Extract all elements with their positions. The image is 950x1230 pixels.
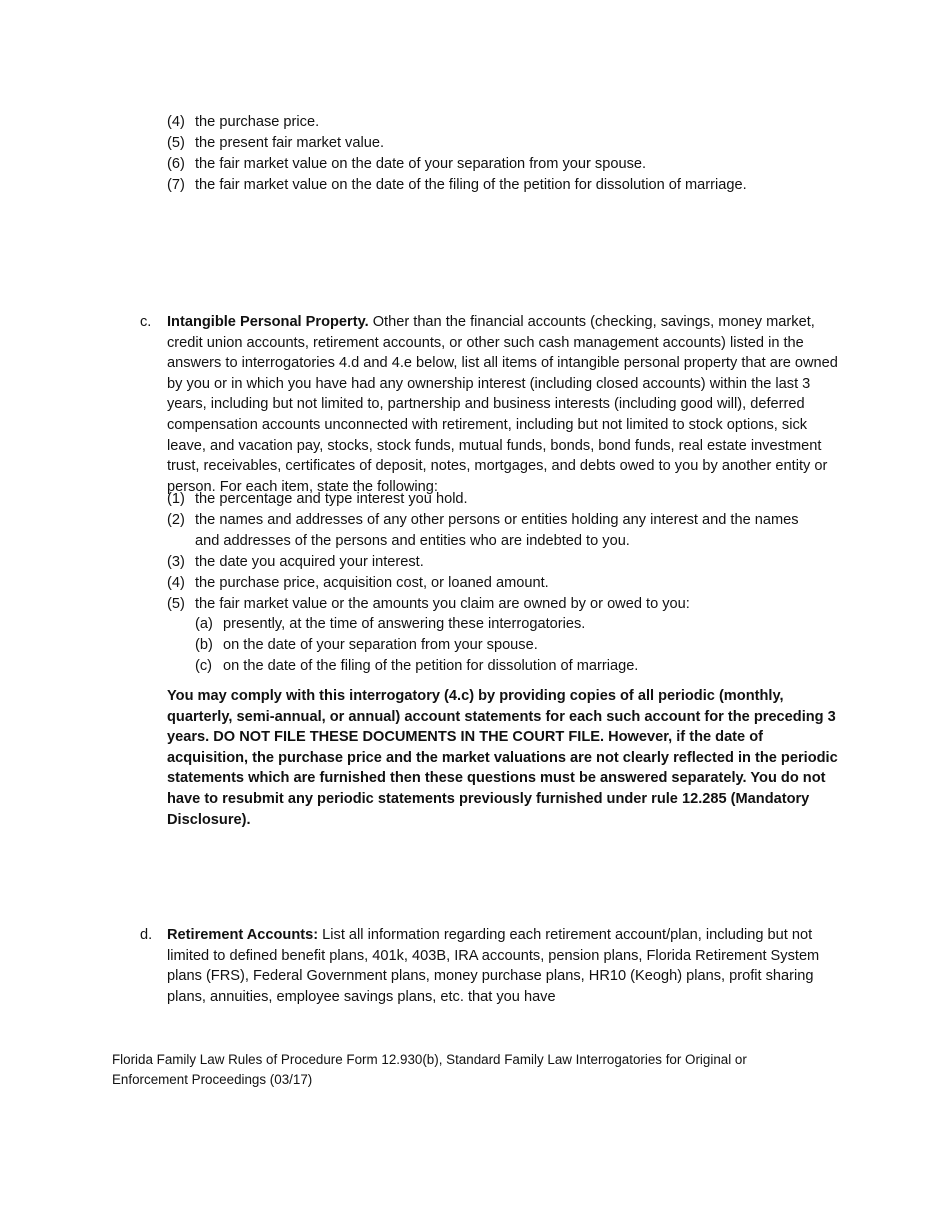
list-item-text: the date you acquired your interest.	[195, 554, 424, 570]
list-item-number: (3)	[167, 554, 185, 570]
section-body: List all information regarding each retirement account/plan, including but not limited to defined benefit plans, 401k, 403B, IRA accounts, pension plans, Florida Retirement System plans (FRS), Federal Government plans, money purchase plans, HR10 (Keogh) plans, profit sharing plans, annuities, employee savings plans, etc. that you have	[167, 927, 820, 1005]
section-heading: Intangible Personal Property.	[167, 314, 369, 330]
section-letter: d.	[140, 927, 153, 943]
sub-item-text: on the date of your separation from your spouse.	[223, 637, 538, 653]
section-letter: c.	[140, 314, 152, 330]
list-item-number: (5)	[167, 596, 185, 612]
page-footer: Florida Family Law Rules of Procedure Form 12.930(b), Standard Family Law Interrogatories for Original or Enforcement Proceedings (03/17)	[112, 1052, 747, 1087]
list-item-text: the purchase price.	[195, 114, 320, 130]
list-item-number: (6)	[167, 156, 185, 172]
list-item-text: the fair market value or the amounts you claim are owned by or owed to you:	[195, 596, 690, 612]
list-item-number: (4)	[167, 114, 185, 130]
list-item-text: the present fair market value.	[195, 135, 384, 151]
sub-item-text: on the date of the filing of the petition for dissolution of marriage.	[223, 658, 639, 674]
list-item-text: the names and addresses of any other persons or entities holding any interest and the names and addresses of the persons and entities who are indebted to you.	[195, 512, 799, 549]
list-item-text: the fair market value on the date of your separation from your spouse.	[195, 156, 647, 172]
sub-item-text: presently, at the time of answering these interrogatories.	[223, 616, 586, 632]
list-item-text: the fair market value on the date of the filing of the petition for dissolution of marriage.	[195, 177, 747, 193]
section-paragraph	[167, 925, 839, 1007]
list-item-number: (4)	[167, 575, 185, 591]
list-item-number: (2)	[167, 512, 185, 528]
sub-item-number: (a)	[195, 616, 213, 632]
sub-item-number: (c)	[195, 658, 213, 674]
list-item-number: (7)	[167, 177, 185, 193]
list-item-text: the percentage and type interest you hold.	[195, 491, 468, 507]
list-item-number: (1)	[167, 491, 185, 507]
sub-item-number: (b)	[195, 637, 213, 653]
section-paragraph	[167, 312, 839, 497]
section-heading: Retirement Accounts:	[167, 927, 319, 943]
compliance-note: You may comply with this interrogatory (4.c) by providing copies of all periodic (monthly, quarterly, semi-annual, or annual) account statements for each such account for the preceding 3 years. DO NOT FILE THESE DOCUMENTS IN THE COURT FILE. However, if the date of acquisition, the purchase price and the market valuations are not clearly reflected in the periodic statements which are furnished then these questions must be answered separately. You do not have to resubmit any periodic statements previously furnished under rule 12.285 (Mandatory Disclosure).	[167, 688, 838, 828]
list-item-number: (5)	[167, 135, 185, 151]
section-body: Other than the financial accounts (checking, savings, money market, credit union accounts, retirement accounts, or other such cash management accounts) listed in the answers to interrogatories 4.d and 4.e below, list all items of intangible personal property that are owned by you or in which you have had any ownership interest (including closed accounts) within the last 3 years, including but not limited to, partnership and business interests (including good will), deferred compensation accounts unconnected with retirement, including but not limited to stock options, sick leave, and vacation pay, stocks, stock funds, mutual funds, bonds, bond funds, real estate investment trust, receivables, certificates of deposit, notes, mortgages, and debts owed to you by another entity or person. For each item, state the following:	[167, 314, 838, 495]
list-item-text: the purchase price, acquisition cost, or loaned amount.	[195, 575, 549, 591]
